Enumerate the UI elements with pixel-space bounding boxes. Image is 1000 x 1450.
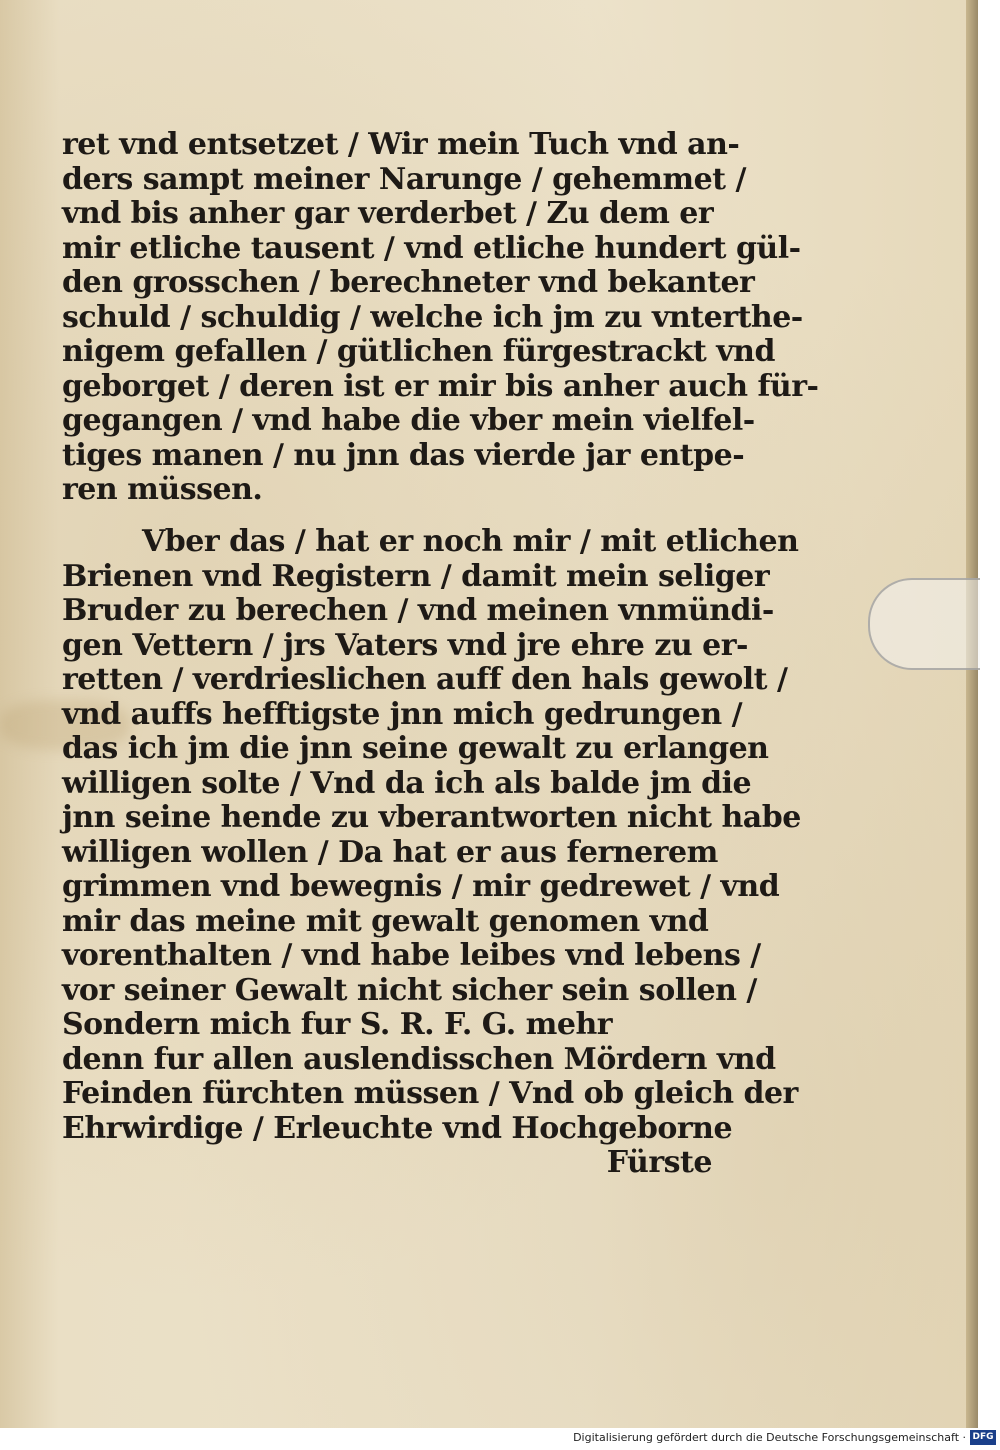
text-line: geborget / deren ist er mir bis anher auch für- <box>62 368 819 404</box>
text-line: vnd bis anher gar verderbet / Zu dem er <box>62 196 714 231</box>
text-line: vorenthalten / vnd habe leibes vnd lebens / <box>62 938 761 973</box>
text-line: mir etliche tausent / vnd etliche hundert gül- <box>62 230 801 266</box>
text-line: retten / verdrieslichen auff den hals gewolt / <box>62 662 788 697</box>
text-line: denn fur allen auslendisschen Mördern vnd <box>62 1041 776 1077</box>
page-edge <box>966 0 978 1428</box>
text-line: Ehrwirdige / Erleuchte vnd Hochgeborne <box>62 1110 733 1146</box>
text-line: Brienen vnd Registern / damit mein seliger <box>62 558 770 594</box>
text-line: gegangen / vnd habe die vber mein vielfel- <box>62 403 755 438</box>
text-line: ders sampt meiner Narunge / gehemmet / <box>62 161 746 197</box>
catchword: Fürste <box>606 1145 712 1180</box>
text-line: vnd auffs hefftigste jnn mich gedrungen / <box>62 696 743 732</box>
text-line: gen Vettern / jrs Vaters vnd jre ehre zu er- <box>62 627 748 663</box>
text-line: jnn seine hende zu vberantworten nicht habe <box>62 800 801 835</box>
text-line: mir das meine mit gewalt genomen vnd <box>62 903 709 939</box>
text-line: willigen solte / Vnd da ich als balde jm die <box>62 765 752 801</box>
text-line: nigem gefallen / gütlichen fürgestrackt vnd <box>62 334 775 369</box>
text-line: das ich jm die jnn seine gewalt zu erlangen <box>62 731 769 766</box>
text-line: vor seiner Gewalt nicht sicher sein sollen / <box>62 972 757 1008</box>
text-line: grimmen vnd bewegnis / mir gedrewet / vnd <box>62 869 780 904</box>
footer-credit: Digitalisierung gefördert durch die Deutsche Forschungsgemeinschaft · <box>573 1431 966 1444</box>
plastic-clip <box>868 578 980 670</box>
text-line: schuld / schuldig / welche ich jm zu vnterthe- <box>62 299 803 335</box>
paragraph-1 <box>62 127 819 508</box>
text-line: Feinden fürchten müssen / Vnd ob gleich der <box>62 1076 798 1111</box>
text-line: ret vnd entsetzet / Wir mein Tuch vnd an- <box>62 127 740 162</box>
paragraph-2 <box>62 524 801 1181</box>
dfg-logo: DFG <box>970 1430 996 1445</box>
text-line: tiges manen / nu jnn das vierde jar entpe- <box>62 437 745 473</box>
text-line: willigen wollen / Da hat er aus fernerem <box>62 834 718 870</box>
text-line: Sondern mich fur S. R. F. G. mehr <box>62 1007 613 1042</box>
text-line: Vber das / hat er noch mir / mit etlichen <box>142 524 799 559</box>
text-line: ren müssen. <box>62 472 263 507</box>
text-line: den grosschen / berechneter vnd bekanter <box>62 265 755 300</box>
text-line: Bruder zu berechen / vnd meinen vnmündi- <box>62 593 774 628</box>
